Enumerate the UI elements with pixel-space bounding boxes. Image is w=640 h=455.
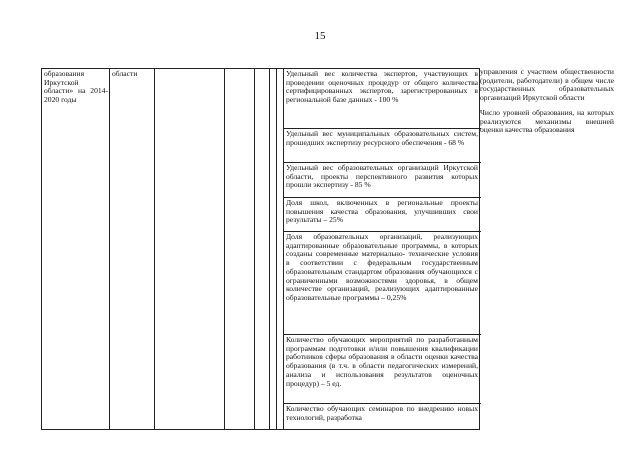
column-divider [276, 69, 277, 429]
column-divider [254, 69, 255, 429]
indicator-cell: Удельный вес количества экспертов, участвующих в проведении оценочных процедур от общего количества сертифицированных экспертов, зарегистрированных в региональной базе данных - 100 % [284, 69, 481, 129]
executor-cell: области [112, 70, 138, 78]
indicator-cell: Удельный вес образовательных организаций Иркутской области, проекты перспективного развития которых прошли экспертизу - 85 % [284, 163, 481, 198]
indicator-cell: Доля образовательных организаций, реализующих адаптированные образовательные программы, в которых созданы современные материально- технические условия в соответствии с федеральным государственным образовательным стандартом образования обучающихся с ограниченными возможностями здоровья, в общем количестве организаций, реализующих адаптированные образовательные программы – 0,25% [284, 232, 481, 335]
results-column [480, 68, 614, 188]
program-name-cell: образования Иркутской области» на 2014-2020 годы [44, 70, 108, 105]
column-divider [109, 69, 110, 429]
result-text: управления с участием общественности (родители, работодатели) в общем числе государственных образовательных организаций Иркутской области [480, 67, 614, 103]
column-divider [269, 69, 270, 429]
indicator-cell: Доля школ, включенных в региональные проекты повышения качества образования, улучшивших свои результаты – 25% [284, 198, 481, 232]
column-divider [224, 69, 225, 429]
program-table [41, 68, 480, 430]
indicator-cell: Количество обучающих мероприятий по разработанным программам подготовки и/или повышения квалификации работников сферы образования в области оценки качества образования (в т.ч. в области педагогических измерений, анализа и использования результатов оценочных процедур) – 5 ед. [284, 335, 481, 404]
column-divider [154, 69, 155, 429]
page-number: 15 [314, 30, 326, 42]
indicator-cell: Количество обучающих семинаров по внедрению новых технологий, разработка [286, 404, 478, 422]
indicator-cell: Удельный вес муниципальных образовательных систем, прошедших экспертизу ресурсного обеспечения - 68 % [284, 129, 481, 163]
result-text: Число уровней образования, на которых реализуются механизмы внешней оценки качества образования [480, 107, 614, 135]
